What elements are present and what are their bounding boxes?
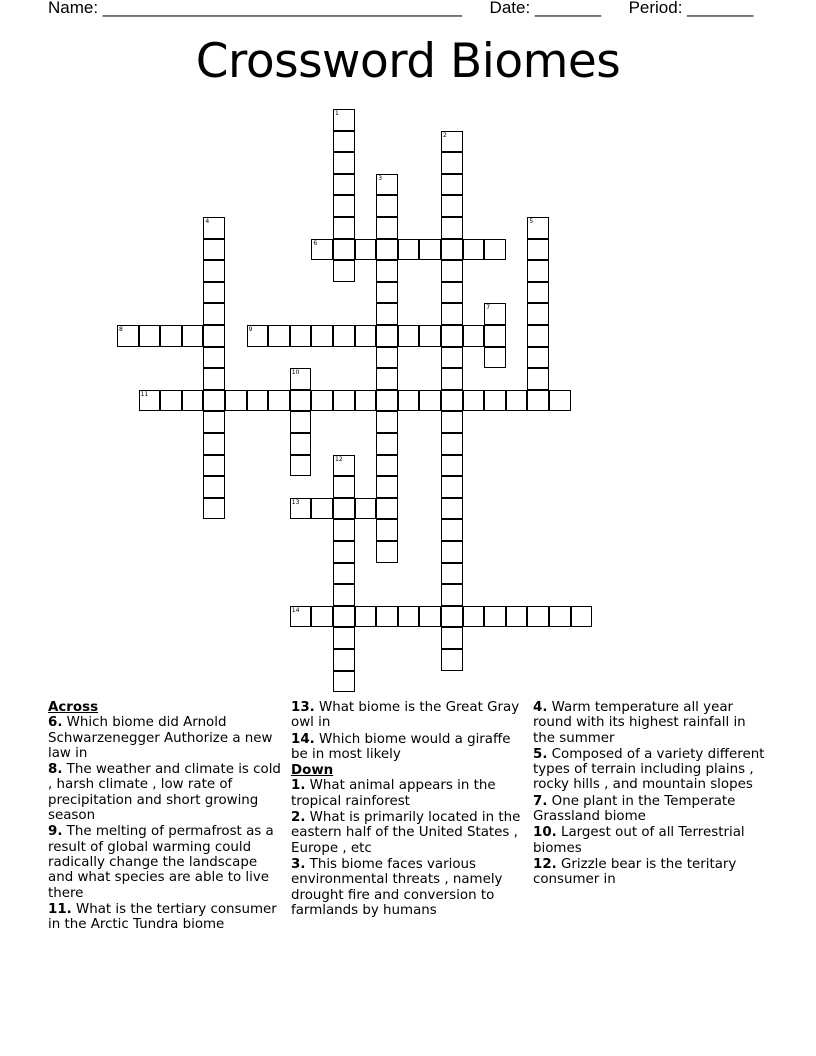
- grid-cell[interactable]: [139, 390, 161, 412]
- across-heading: Across: [48, 700, 99, 715]
- grid-cell[interactable]: [376, 498, 398, 520]
- grid-cell[interactable]: [160, 325, 182, 347]
- grid-cell[interactable]: [290, 433, 312, 455]
- grid-cell[interactable]: [441, 455, 463, 477]
- clue-text: One plant in the Temperate Grassland biome: [533, 793, 736, 825]
- down-clue: [533, 794, 769, 825]
- grid-cell[interactable]: [376, 325, 398, 347]
- grid-cell[interactable]: [484, 325, 506, 347]
- grid-cell[interactable]: [333, 563, 355, 585]
- grid-cell[interactable]: [419, 606, 441, 628]
- grid-cell[interactable]: [290, 411, 312, 433]
- grid-cell[interactable]: [333, 131, 355, 153]
- clues-column-3: [533, 700, 769, 889]
- grid-cell[interactable]: [333, 519, 355, 541]
- grid-cell[interactable]: [333, 627, 355, 649]
- grid-cell[interactable]: [527, 347, 549, 369]
- grid-cell[interactable]: [398, 606, 420, 628]
- clue-number: 14: [291, 606, 300, 614]
- clue-number: 8: [119, 326, 123, 333]
- grid-cell[interactable]: [290, 325, 312, 347]
- grid-cell[interactable]: [441, 239, 463, 261]
- grid-cell[interactable]: [441, 174, 463, 196]
- grid-cell[interactable]: [527, 325, 549, 347]
- grid-cell[interactable]: [441, 195, 463, 217]
- grid-cell[interactable]: [333, 606, 355, 628]
- grid-cell[interactable]: [182, 390, 204, 412]
- grid-cell[interactable]: [376, 519, 398, 541]
- clue-text: This biome faces various environmental threats , namely drought fire and conversion to farmlands by humans: [291, 856, 503, 918]
- grid-cell[interactable]: [311, 325, 333, 347]
- grid-cell[interactable]: [376, 390, 398, 412]
- clue-number: 12: [335, 455, 343, 463]
- clue-number: 13.: [291, 700, 315, 715]
- clue-number: 5: [529, 218, 534, 225]
- grid-cell[interactable]: [376, 606, 398, 628]
- clue-number: 2: [443, 131, 447, 139]
- grid-cell[interactable]: [333, 671, 355, 693]
- grid-cell[interactable]: [203, 498, 225, 520]
- grid-cell[interactable]: [527, 303, 549, 325]
- grid-cell[interactable]: [441, 282, 463, 304]
- clue-number: 12.: [533, 856, 557, 872]
- grid-cell[interactable]: [117, 325, 139, 347]
- grid-cell[interactable]: [311, 498, 333, 520]
- grid-cell[interactable]: [203, 325, 225, 347]
- grid-cell[interactable]: [527, 260, 549, 282]
- page-title: Crossword Biomes: [195, 34, 621, 89]
- grid-cell[interactable]: [441, 433, 463, 455]
- grid-cell[interactable]: [290, 368, 312, 390]
- grid-cell[interactable]: [376, 411, 398, 433]
- grid-cell[interactable]: [355, 606, 377, 628]
- clue-number: 8.: [48, 762, 63, 778]
- grid-cell[interactable]: [441, 649, 463, 671]
- grid-cell[interactable]: [441, 606, 463, 628]
- across-clue: [48, 762, 284, 823]
- grid-cell[interactable]: [333, 455, 355, 477]
- grid-cell[interactable]: [441, 519, 463, 541]
- clue-number: 9.: [48, 824, 63, 840]
- grid-cell[interactable]: [376, 368, 398, 390]
- grid-cell[interactable]: [203, 217, 225, 239]
- grid-cell[interactable]: [203, 347, 225, 369]
- clue-number: 11.: [48, 901, 72, 917]
- grid-cell[interactable]: [333, 390, 355, 412]
- grid-cell[interactable]: [441, 390, 463, 412]
- grid-cell[interactable]: [333, 498, 355, 520]
- grid-cell[interactable]: [203, 303, 225, 325]
- grid-cell[interactable]: [225, 390, 247, 412]
- grid-cell[interactable]: [160, 390, 182, 412]
- grid-cell[interactable]: [441, 260, 463, 282]
- clue-number: 4.: [533, 700, 548, 715]
- grid-cell[interactable]: [571, 606, 593, 628]
- across-clue: [48, 902, 284, 933]
- across-clue: [291, 732, 527, 763]
- grid-cell[interactable]: [441, 541, 463, 563]
- grid-cell[interactable]: [441, 627, 463, 649]
- grid-cell[interactable]: [441, 411, 463, 433]
- grid-cell[interactable]: [290, 390, 312, 412]
- grid-cell[interactable]: [376, 303, 398, 325]
- grid-cell[interactable]: [311, 390, 333, 412]
- grid-cell[interactable]: [441, 368, 463, 390]
- clue-number: 7.: [533, 793, 548, 809]
- grid-cell[interactable]: [376, 541, 398, 563]
- grid-cell[interactable]: [441, 131, 463, 153]
- grid-cell[interactable]: [441, 563, 463, 585]
- grid-cell[interactable]: [398, 325, 420, 347]
- clue-number: 10: [291, 369, 300, 377]
- grid-cell[interactable]: [203, 455, 225, 477]
- clue-number: 6.: [48, 715, 63, 731]
- grid-cell[interactable]: [527, 217, 549, 239]
- grid-cell[interactable]: [549, 390, 571, 412]
- clues-column-1: [48, 700, 284, 933]
- grid-cell[interactable]: [333, 649, 355, 671]
- grid-cell[interactable]: [376, 455, 398, 477]
- grid-cell[interactable]: [376, 433, 398, 455]
- name-field[interactable]: Name: ______________________________________: [48, 0, 463, 17]
- grid-cell[interactable]: [527, 368, 549, 390]
- grid-cell[interactable]: [484, 303, 506, 325]
- grid-cell[interactable]: [484, 347, 506, 369]
- grid-cell[interactable]: [355, 325, 377, 347]
- clue-text: The weather and climate is cold , harsh climate , low rate of precipitation and short growing season: [48, 762, 281, 824]
- clue-number: 4: [205, 218, 210, 225]
- clue-text: What is primarily located in the eastern half of the United States , Europe , etc: [291, 810, 521, 856]
- grid-cell[interactable]: [333, 217, 355, 239]
- clue-number: 3.: [291, 856, 306, 872]
- grid-cell[interactable]: [484, 390, 506, 412]
- clues-column-2: [291, 700, 527, 919]
- grid-cell[interactable]: [527, 606, 549, 628]
- grid-cell[interactable]: [376, 476, 398, 498]
- grid-cell[interactable]: [333, 584, 355, 606]
- grid-cell[interactable]: [506, 390, 528, 412]
- grid-cell[interactable]: [333, 260, 355, 282]
- clue-text: Which biome did Arnold Schwarzenegger Authorize a new law in: [48, 715, 273, 761]
- clue-text: What biome is the Great Gray owl in: [291, 700, 520, 731]
- grid-cell[interactable]: [333, 476, 355, 498]
- grid-cell[interactable]: [333, 109, 355, 131]
- grid-cell[interactable]: [333, 174, 355, 196]
- grid-cell[interactable]: [484, 606, 506, 628]
- grid-cell[interactable]: [419, 239, 441, 261]
- down-clue: [533, 825, 769, 856]
- grid-cell[interactable]: [376, 347, 398, 369]
- down-clue: [291, 778, 527, 809]
- grid-cell[interactable]: [203, 282, 225, 304]
- grid-cell[interactable]: [441, 476, 463, 498]
- clue-text: Grizzle bear is the teritary consumer in: [533, 856, 737, 888]
- grid-cell[interactable]: [527, 390, 549, 412]
- clue-number: 7: [486, 304, 491, 312]
- clue-text: What is the tertiary consumer in the Arctic Tundra biome: [48, 901, 277, 933]
- grid-cell[interactable]: [419, 390, 441, 412]
- clue-text: Largest out of all Terrestrial biomes: [533, 825, 745, 856]
- date-field[interactable]: Date: _______: [489, 0, 602, 17]
- grid-cell[interactable]: [290, 498, 312, 520]
- grid-cell[interactable]: [290, 606, 312, 628]
- clue-number: 13: [291, 498, 300, 506]
- clue-number: 10.: [533, 825, 557, 841]
- clue-text: Warm temperature all year round with its highest rainfall in the summer: [533, 700, 746, 746]
- grid-cell[interactable]: [333, 195, 355, 217]
- clue-text: What animal appears in the tropical rainforest: [291, 778, 496, 809]
- grid-cell[interactable]: [203, 260, 225, 282]
- grid-cell[interactable]: [376, 174, 398, 196]
- grid-cell[interactable]: [355, 239, 377, 261]
- clue-number: 5.: [533, 746, 548, 762]
- grid-cell[interactable]: [376, 239, 398, 261]
- grid-cell[interactable]: [182, 325, 204, 347]
- grid-cell[interactable]: [441, 217, 463, 239]
- grid-cell[interactable]: [203, 411, 225, 433]
- grid-cell[interactable]: [463, 325, 485, 347]
- down-clue: [533, 700, 769, 746]
- grid-cell[interactable]: [290, 455, 312, 477]
- grid-cell[interactable]: [527, 239, 549, 261]
- grid-cell[interactable]: [333, 325, 355, 347]
- clue-number: 3: [378, 174, 383, 182]
- grid-cell[interactable]: [247, 390, 269, 412]
- grid-cell[interactable]: [203, 368, 225, 390]
- grid-cell[interactable]: [203, 239, 225, 261]
- grid-cell[interactable]: [463, 239, 485, 261]
- grid-cell[interactable]: [463, 606, 485, 628]
- grid-cell[interactable]: [333, 152, 355, 174]
- down-clue: [533, 857, 769, 888]
- grid-cell[interactable]: [139, 325, 161, 347]
- grid-cell[interactable]: [376, 260, 398, 282]
- grid-cell[interactable]: [268, 325, 290, 347]
- down-clue: [533, 747, 769, 793]
- grid-cell[interactable]: [441, 325, 463, 347]
- clue-number: 14.: [291, 731, 315, 747]
- grid-cell[interactable]: [203, 476, 225, 498]
- grid-cell[interactable]: [441, 347, 463, 369]
- clue-text: The melting of permafrost as a result of global warming could radically change the landscape and what species are able to live there: [48, 824, 274, 901]
- grid-cell[interactable]: [355, 390, 377, 412]
- across-clue: [48, 824, 284, 900]
- clue-number: 9: [248, 326, 253, 333]
- grid-cell[interactable]: [441, 152, 463, 174]
- grid-cell[interactable]: [376, 195, 398, 217]
- grid-cell[interactable]: [203, 433, 225, 455]
- clue-number: 1.: [291, 778, 306, 794]
- clue-number: 2.: [291, 810, 306, 826]
- grid-cell[interactable]: [333, 541, 355, 563]
- grid-cell[interactable]: [441, 303, 463, 325]
- clue-text: Which biome would a giraffe be in most likely: [291, 731, 511, 762]
- across-clue: [291, 700, 527, 731]
- grid-cell[interactable]: [203, 390, 225, 412]
- period-field[interactable]: Period: _______: [628, 0, 754, 17]
- grid-cell[interactable]: [311, 606, 333, 628]
- grid-cell[interactable]: [549, 606, 571, 628]
- grid-cell[interactable]: [398, 390, 420, 412]
- grid-cell[interactable]: [247, 325, 269, 347]
- grid-cell[interactable]: [398, 239, 420, 261]
- grid-cell[interactable]: [506, 606, 528, 628]
- grid-cell[interactable]: [355, 498, 377, 520]
- grid-cell[interactable]: [463, 390, 485, 412]
- grid-cell[interactable]: [311, 239, 333, 261]
- down-clue: [291, 857, 527, 918]
- down-clue: [291, 810, 527, 856]
- clue-number: 11: [140, 390, 149, 398]
- grid-cell[interactable]: [484, 239, 506, 261]
- down-heading: Down: [291, 763, 334, 779]
- grid-cell[interactable]: [333, 239, 355, 261]
- across-clue: [48, 715, 284, 761]
- grid-cell[interactable]: [268, 390, 290, 412]
- grid-cell[interactable]: [441, 498, 463, 520]
- grid-cell[interactable]: [376, 217, 398, 239]
- clue-text: Composed of a variety different types of terrain including plains , rocky hills , and mountain slopes: [533, 746, 765, 793]
- clue-number: 1: [335, 110, 339, 117]
- grid-cell[interactable]: [419, 325, 441, 347]
- grid-cell[interactable]: [441, 584, 463, 606]
- grid-cell[interactable]: [527, 282, 549, 304]
- clue-number: 6: [313, 239, 318, 247]
- grid-cell[interactable]: [376, 282, 398, 304]
